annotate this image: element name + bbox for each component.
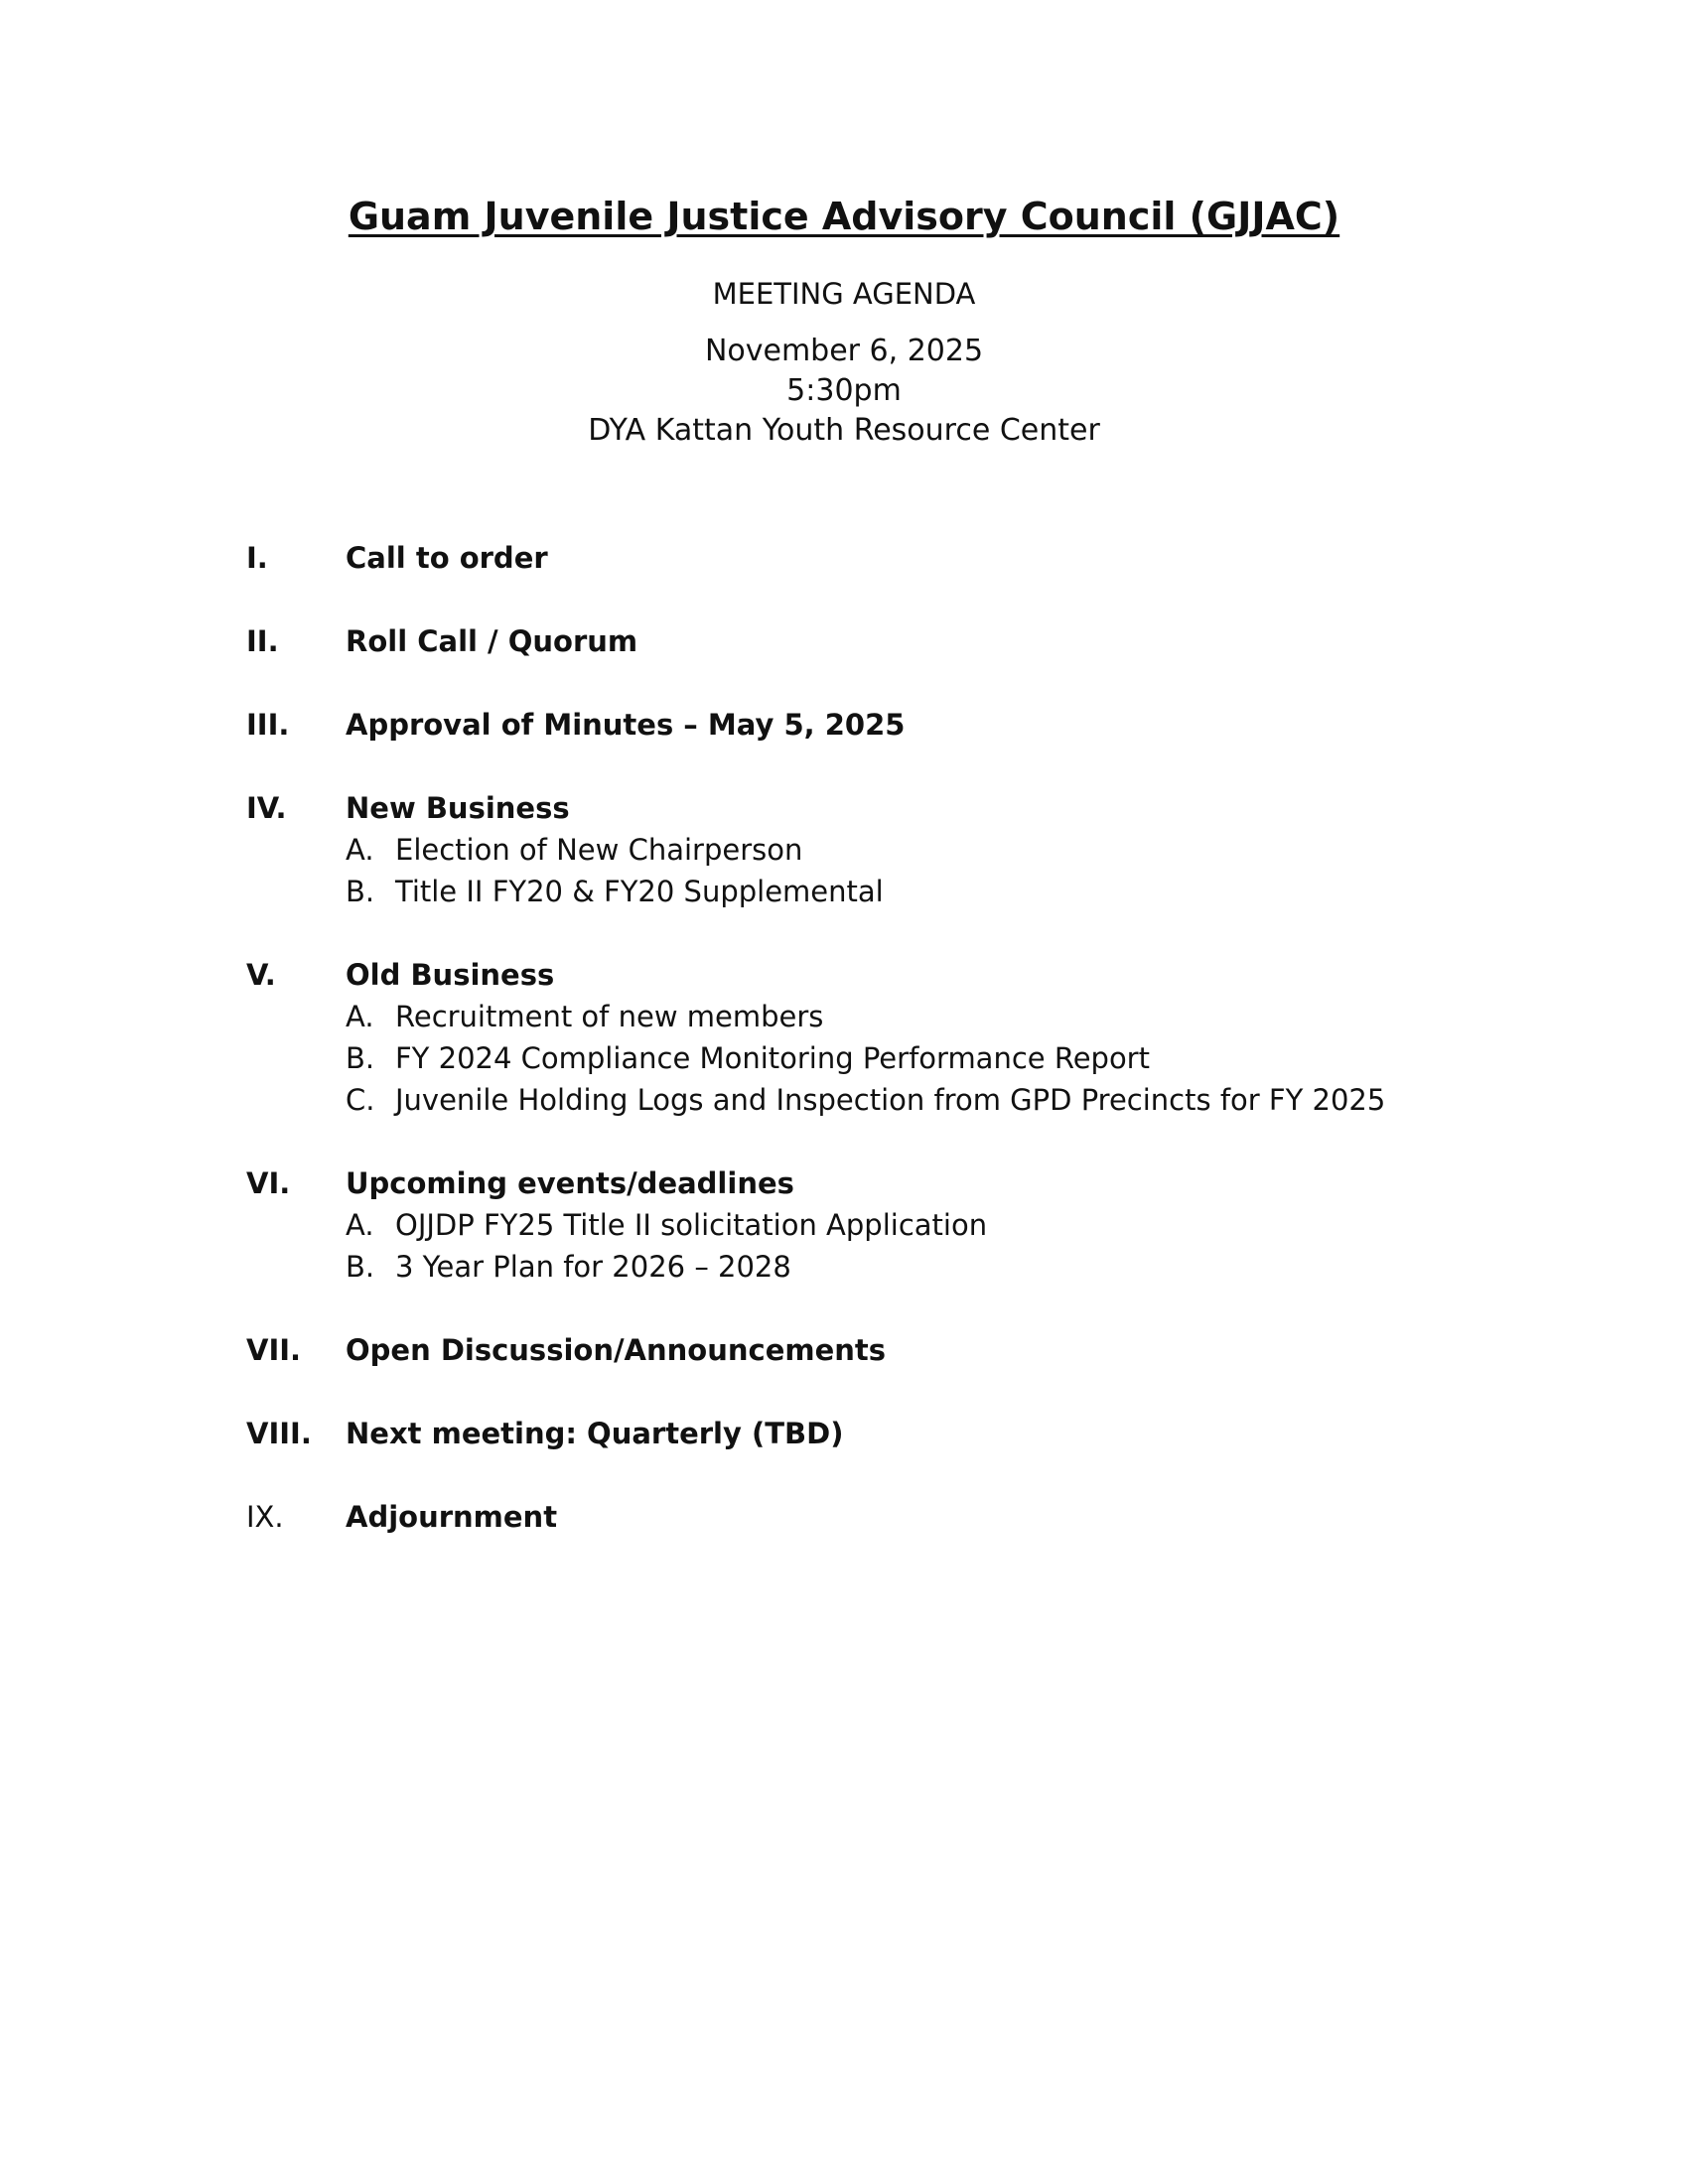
agenda-item-title: Approval of Minutes – May 5, 2025 — [346, 708, 906, 742]
agenda-subitem — [346, 871, 1487, 912]
document-title: Guam Juvenile Justice Advisory Council (GJJAC) — [348, 195, 1340, 238]
subitem-text: Title II FY20 & FY20 Supplemental — [395, 875, 884, 908]
subitem-text: OJJDP FY25 Title II solicitation Application — [395, 1208, 988, 1242]
subitem-letter: A. — [346, 1208, 374, 1242]
subitem-letter: A. — [346, 1000, 374, 1033]
agenda-item — [246, 537, 1487, 579]
agenda-item-numeral: VI. — [246, 1166, 291, 1200]
document-subtitle: MEETING AGENDA — [712, 277, 976, 311]
agenda-item-numeral: III. — [246, 708, 290, 742]
agenda-subitem — [346, 996, 1487, 1037]
meeting-location: DYA Kattan Youth Resource Center — [588, 413, 1100, 448]
subitem-letter: B. — [346, 1041, 375, 1075]
agenda-subitem — [346, 1079, 1487, 1121]
agenda-list — [246, 537, 1487, 1579]
meeting-time: 5:30pm — [786, 373, 902, 408]
agenda-item — [246, 1329, 1487, 1371]
agenda-item-title: Next meeting: Quarterly (TBD) — [346, 1417, 844, 1450]
agenda-subitems — [346, 829, 1487, 912]
agenda-item-numeral: VIII. — [246, 1417, 312, 1450]
agenda-item-numeral: IX. — [246, 1500, 284, 1534]
agenda-item — [246, 1413, 1487, 1454]
agenda-subitem — [346, 1037, 1487, 1079]
agenda-subitem — [346, 829, 1487, 871]
meeting-details — [0, 332, 1688, 451]
subitem-letter: C. — [346, 1083, 375, 1117]
meeting-date: November 6, 2025 — [704, 334, 984, 368]
agenda-item — [246, 704, 1487, 746]
agenda-item-numeral: V. — [246, 958, 276, 992]
agenda-item-title: New Business — [346, 791, 570, 825]
agenda-item-numeral: VII. — [246, 1333, 302, 1367]
agenda-item-numeral: II. — [246, 624, 279, 658]
agenda-item-numeral: I. — [246, 541, 268, 575]
agenda-subitem — [346, 1204, 1487, 1246]
subitem-letter: B. — [346, 1250, 375, 1284]
agenda-subitems — [346, 1204, 1487, 1288]
agenda-item-title: Roll Call / Quorum — [346, 624, 638, 658]
agenda-item-title: Upcoming events/deadlines — [346, 1166, 794, 1200]
subitem-text: Election of New Chairperson — [395, 833, 803, 867]
subitem-text: FY 2024 Compliance Monitoring Performance Report — [395, 1041, 1150, 1075]
agenda-item-title: Adjournment — [346, 1500, 558, 1534]
agenda-subitem — [346, 1246, 1487, 1288]
agenda-item — [246, 787, 1487, 912]
agenda-item — [246, 1162, 1487, 1288]
agenda-item — [246, 620, 1487, 662]
agenda-item-numeral: IV. — [246, 791, 287, 825]
agenda-item-title: Call to order — [346, 541, 548, 575]
subitem-text: Recruitment of new members — [395, 1000, 824, 1033]
subitem-letter: A. — [346, 833, 374, 867]
agenda-subitems — [346, 996, 1487, 1121]
subitem-letter: B. — [346, 875, 375, 908]
agenda-item — [246, 954, 1487, 1121]
agenda-item-title: Old Business — [346, 958, 555, 992]
subitem-text: 3 Year Plan for 2026 – 2028 — [395, 1250, 791, 1284]
agenda-item — [246, 1496, 1487, 1538]
subitem-text: Juvenile Holding Logs and Inspection from GPD Precincts for FY 2025 — [395, 1083, 1386, 1117]
agenda-item-title: Open Discussion/Announcements — [346, 1333, 887, 1367]
